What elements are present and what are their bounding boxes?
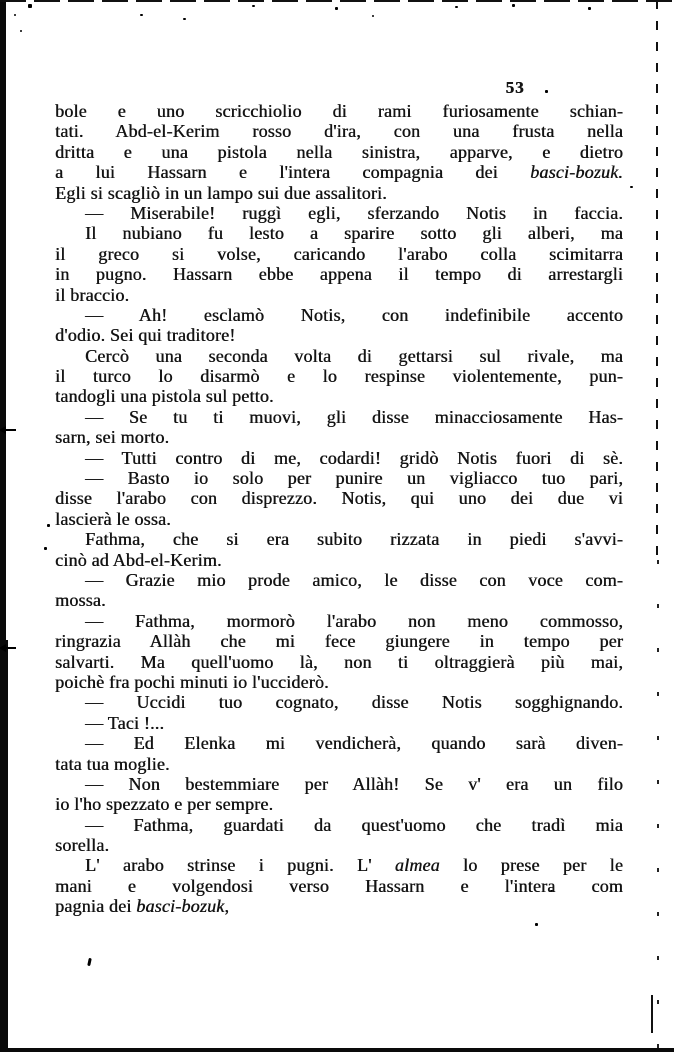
text-line xyxy=(55,203,623,223)
scan-speckle xyxy=(140,14,143,16)
text-line xyxy=(55,855,623,875)
text-segment: io l'ho spezzato e per sempre. xyxy=(55,794,274,815)
scan-speckle xyxy=(535,923,538,926)
text-segment: ringrazia Allàh che mi fece giungere in tempo per xyxy=(55,631,623,652)
text-segment: — Tutti contro di me, codardi! gridò Notis fuori di sè. xyxy=(85,447,623,468)
text-segment: — Ed Elenka mi vendicherà, quando sarà diven- xyxy=(85,733,623,754)
text-segment: in pugno. Hassarn ebbe appena il tempo di arrestargli xyxy=(55,264,623,285)
text-line xyxy=(55,121,623,141)
text-line xyxy=(55,325,623,345)
left-border-bar-lower xyxy=(0,640,8,1052)
text-segment: — Grazie mio prode amico, le disse con voce com- xyxy=(85,569,623,590)
text-segment: lascierà le ossa. xyxy=(55,508,171,529)
scan-speckle xyxy=(47,524,50,527)
text-line xyxy=(55,590,623,610)
text-segment: dritta e una pistola nella sinistra, apparve, e dietro xyxy=(55,141,623,162)
scan-speckle xyxy=(20,30,22,32)
text-line xyxy=(55,183,623,203)
text-segment: pagnia dei xyxy=(55,896,137,917)
text-line xyxy=(55,794,623,814)
text-line xyxy=(55,142,623,162)
text-line xyxy=(55,386,623,406)
stray-comma-mark xyxy=(87,958,92,966)
text-segment: sarn, sei morto. xyxy=(55,427,170,448)
text-segment: mani e volgendosi verso Hassarn e l'intera com xyxy=(55,875,623,896)
text-segment: — Ah! esclamò Notis, con indefinibile accento xyxy=(85,304,623,325)
text-segment: a lui Hassarn e l'intera compagnia dei xyxy=(55,162,531,183)
text-segment: tandogli una pistola sul petto. xyxy=(55,386,274,407)
text-segment: bole e uno scricchiolio di rami furiosamente schian- xyxy=(55,101,623,121)
text-line xyxy=(55,162,623,182)
right-edge-rule xyxy=(656,0,658,560)
italic-text-segment: basci-bozuk. xyxy=(530,162,623,183)
text-line xyxy=(55,692,623,712)
text-line xyxy=(55,488,623,508)
text-lines xyxy=(55,101,623,917)
text-segment: — Se tu ti muovi, gli disse minacciosamente Has- xyxy=(85,406,623,427)
scan-speckle xyxy=(28,4,32,8)
text-line xyxy=(55,550,623,570)
text-line xyxy=(55,570,623,590)
text-line xyxy=(55,754,623,774)
scan-speckle xyxy=(630,186,633,188)
text-segment: — Miserabile! ruggì egli, sferzando Notis in faccia. xyxy=(85,202,623,223)
text-segment: tati. Abd-el-Kerim rosso d'ira, con una frusta nella xyxy=(55,121,623,142)
scan-speckle xyxy=(335,7,338,10)
text-segment: lo prese per le xyxy=(439,855,624,876)
text-line xyxy=(55,529,623,549)
text-line xyxy=(55,876,623,896)
scan-speckle xyxy=(44,547,47,550)
right-edge-rule-lower xyxy=(657,560,659,1052)
page-number: 53 xyxy=(505,78,525,97)
text-segment: sorella. xyxy=(55,835,110,856)
margin-arrow-mark xyxy=(1,647,16,649)
text-line xyxy=(55,448,623,468)
text-line xyxy=(55,652,623,672)
text-line xyxy=(55,713,623,733)
text-line xyxy=(55,896,623,916)
text-line xyxy=(55,815,623,835)
text-segment: cinò ad Abd-el-Kerim. xyxy=(55,549,222,570)
text-line xyxy=(55,244,623,264)
text-line xyxy=(55,346,623,366)
italic-text-segment: basci-bozuk xyxy=(136,896,225,917)
text-segment: salvarti. Ma quell'uomo là, non ti oltraggierà più mai, xyxy=(55,651,623,672)
text-segment: — Uccidi tuo cognato, disse Notis sogghignando. xyxy=(85,692,623,713)
scan-speckle xyxy=(372,15,374,17)
text-line xyxy=(55,835,623,855)
text-line xyxy=(55,631,623,651)
scan-speckle xyxy=(183,18,186,20)
text-line xyxy=(55,101,623,121)
text-line xyxy=(55,611,623,631)
italic-text-segment: almea xyxy=(394,855,440,876)
text-line xyxy=(55,305,623,325)
text-segment: Fathma, che si era subito rizzata in piedi s'avvi- xyxy=(85,529,623,550)
text-line xyxy=(55,366,623,386)
text-segment: — Taci !... xyxy=(85,712,165,733)
text-segment: L' arabo strinse i pugni. L' xyxy=(85,855,395,876)
text-segment: — Fathma, guardati da quest'uomo che tradì mia xyxy=(85,814,623,835)
text-line xyxy=(55,407,623,427)
text-segment: d'odio. Sei qui traditore! xyxy=(55,325,236,346)
scan-speckle xyxy=(252,5,255,7)
text-line xyxy=(55,733,623,753)
text-segment: Il nubiano fu lesto a sparire sotto gli alberi, ma xyxy=(85,223,623,244)
scan-speckle xyxy=(455,6,458,8)
text-line xyxy=(55,427,623,447)
text-segment: poichè fra pochi minuti io l'ucciderò. xyxy=(55,671,329,692)
text-segment: — Basto io solo per punire un vigliacco tuo pari, xyxy=(85,468,623,489)
text-segment: il turco lo disarmò e lo respinse violentemente, pun- xyxy=(55,366,623,387)
top-border-line xyxy=(0,0,674,2)
margin-arrow-mark xyxy=(1,429,16,431)
right-bottom-mark xyxy=(651,995,653,1033)
text-segment: Cercò una seconda volta di gettarsi sul rivale, ma xyxy=(85,345,623,366)
text-segment: — Non bestemmiare per Allàh! Se v' era un filo xyxy=(85,773,623,794)
text-segment: Egli si scagliò in un lampo sui due assalitori. xyxy=(55,182,387,203)
text-segment: il braccio. xyxy=(55,284,130,305)
text-line xyxy=(55,285,623,305)
text-line xyxy=(55,774,623,794)
scan-speckle xyxy=(588,7,591,10)
text-segment: — Fathma, mormorò l'arabo non meno commosso, xyxy=(85,610,623,631)
text-segment: il greco si volse, caricando l'arabo colla scimitarra xyxy=(55,243,623,264)
scan-speckle xyxy=(512,4,515,7)
text-segment: mossa. xyxy=(55,590,106,611)
text-line xyxy=(55,672,623,692)
text-segment: , xyxy=(224,896,230,917)
text-segment: tata tua moglie. xyxy=(55,753,170,774)
text-segment: disse l'arabo con disprezzo. Notis, qui uno dei due vi xyxy=(55,488,623,509)
scan-speckle xyxy=(14,14,16,16)
text-line xyxy=(55,509,623,529)
bottom-border-line xyxy=(0,1048,674,1052)
text-line xyxy=(55,264,623,284)
text-line xyxy=(55,223,623,243)
text-line xyxy=(55,468,623,488)
page-text xyxy=(55,101,623,917)
